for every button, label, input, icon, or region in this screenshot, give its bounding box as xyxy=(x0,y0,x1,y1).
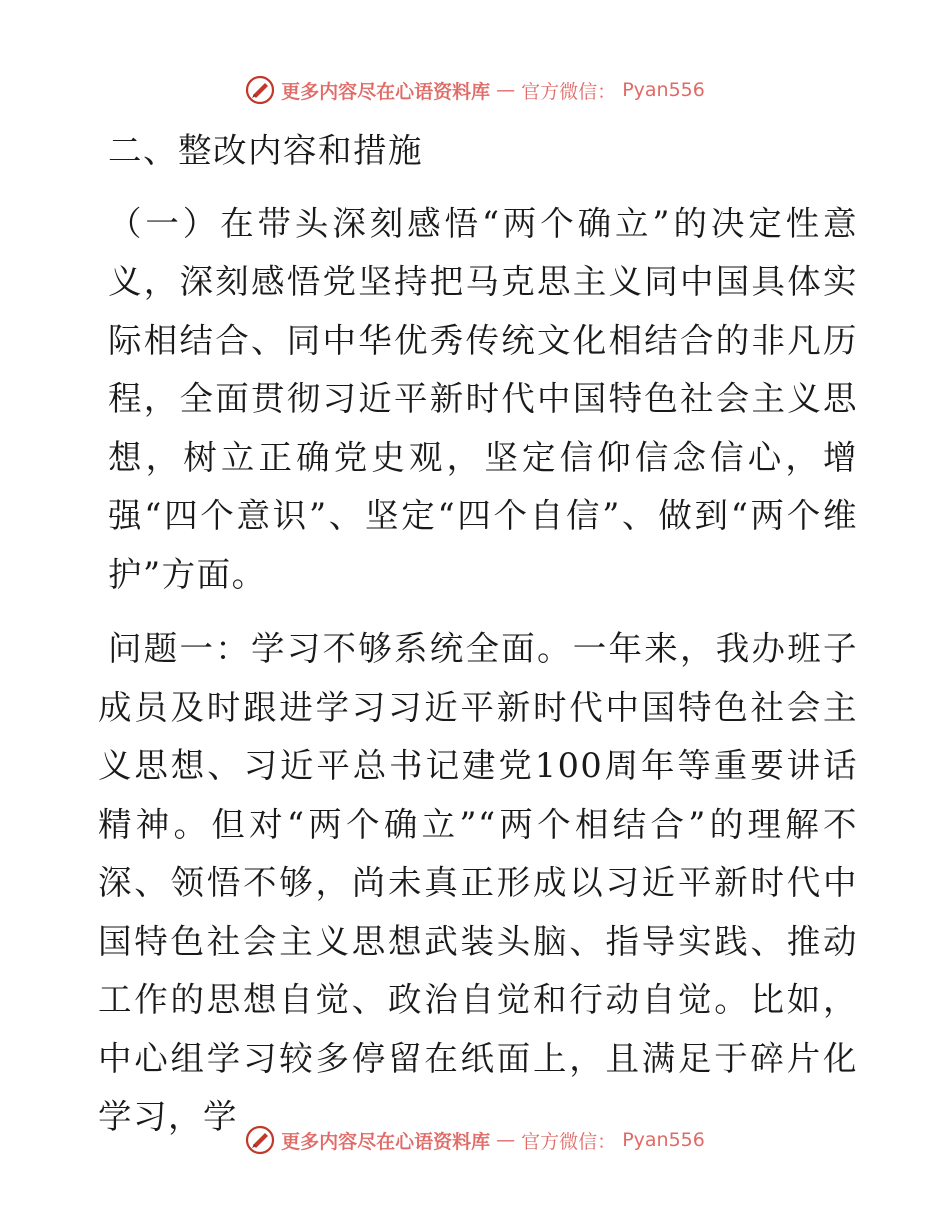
footer-banner xyxy=(0,1120,950,1160)
banner-sub-text: 官方微信： xyxy=(521,80,617,103)
banner-main-text: 更多内容尽在心语资料库 xyxy=(281,1130,491,1153)
brand-logo-icon xyxy=(245,1125,275,1155)
subsection-heading: （一）在带头深刻感悟“两个确立”的决定性意义，深刻感悟党坚持把马克思主义同中国具体实际相结合、同中华优秀传统文化相结合的非凡历程，全面贯彻习近平新时代中国特色社会主义思想，树立正确党史观，坚定信仰信念信心，增强“四个意识”、坚定“四个自信”、做到“两个维护”方面。 xyxy=(108,203,858,594)
header-banner xyxy=(0,70,950,110)
banner-dash: — xyxy=(496,1129,516,1151)
banner-wechat-id: Pyan556 xyxy=(622,79,705,101)
document-body xyxy=(98,122,858,1147)
brand-logo-icon xyxy=(245,75,275,105)
banner-main-text: 更多内容尽在心语资料库 xyxy=(281,80,491,103)
section-heading: 二、整改内容和措施 xyxy=(108,131,423,170)
banner-sub-text: 官方微信： xyxy=(521,1130,617,1153)
banner-dash: — xyxy=(496,79,516,101)
banner-wechat-id: Pyan556 xyxy=(622,1129,705,1151)
problem-paragraph: 问题一：学习不够系统全面。一年来，我办班子成员及时跟进学习习近平新时代中国特色社会主义思想、习近平总书记建党100周年等重要讲话精神。但对“两个确立”“两个相结合”的理解不深、领悟不够，尚未真正形成以习近平新时代中国特色社会主义思想武装头脑、指导实践、推动工作的思想自觉、政治自觉和行动自觉。比如，中心组学习较多停留在纸面上，且满足于碎片化学习，学 xyxy=(98,629,858,1136)
